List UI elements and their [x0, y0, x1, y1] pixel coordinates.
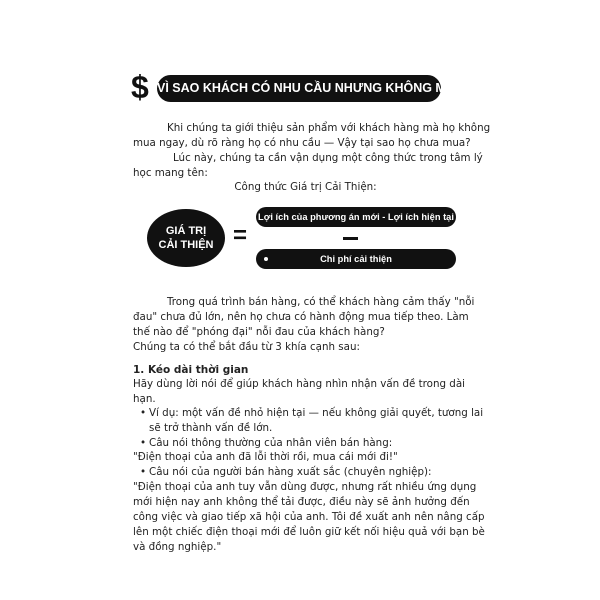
intro-line-3: Lúc này, chúng ta cần vận dụng một công thức trong tâm lý	[173, 152, 483, 164]
expert-quote-line-3: công việc và giao tiếp xã hội của anh. Tôi đề xuất anh nên nâng cấp	[133, 511, 485, 523]
intro-line-4: học mang tên:	[133, 167, 208, 179]
bullet-icon: •	[140, 466, 147, 478]
intro-line-2: mua ngay, dù rõ ràng họ có nhu cầu — Vậy tại sao họ chưa mua?	[133, 137, 471, 149]
expert-label: Câu nói của người bán hàng xuất sắc (chuyên nghiệp):	[149, 466, 432, 478]
expert-quote-line-5: và đồng nghiệp."	[133, 541, 222, 553]
section-desc-line-2: hạn.	[133, 393, 156, 405]
dot-icon	[264, 257, 268, 261]
formula-label-line-2: CẢI THIỆN	[158, 239, 214, 251]
section-desc-line-1: Hãy dùng lời nói để giúp khách hàng nhìn nhận vấn đề trong dài	[133, 378, 465, 390]
formula-caption: Công thức Giá trị Cải Thiện:	[234, 181, 377, 193]
normal-quote: "Điện thoại của anh đã lỗi thời rồi, mua cái mới đi!"	[133, 451, 398, 463]
expert-quote-line-2: mới hiện nay anh không thể tải được, điều này sẽ ảnh hưởng đến	[133, 496, 470, 508]
body-line-2: đau" chưa đủ lớn, nên họ chưa có hành động mua tiếp theo. Làm	[133, 311, 469, 323]
formula-numerator: Lợi ích của phương án mới - Lợi ích hiện tại	[256, 207, 456, 227]
example-line-1: Ví dụ: một vấn đề nhỏ hiện tại — nếu không giải quyết, tương lai	[149, 407, 484, 419]
section-heading: 1. Kéo dài thời gian	[133, 364, 249, 376]
fraction-bar	[343, 237, 358, 240]
normal-label: Câu nói thông thường của nhân viên bán hàng:	[149, 437, 393, 449]
formula-denominator-pill	[256, 249, 456, 269]
bullet-icon: •	[140, 437, 147, 449]
equals-sign: =	[232, 222, 247, 249]
bullet-icon: •	[140, 407, 147, 419]
dollar-sign-icon: $	[131, 69, 149, 105]
expert-quote-line-1: "Điện thoại của anh tuy vẫn dùng được, nhưng rất nhiều ứng dụng	[133, 481, 477, 493]
example-line-2: sẽ trở thành vấn đề lớn.	[149, 422, 273, 434]
formula-label-oval	[147, 209, 225, 267]
intro-line-1: Khi chúng ta giới thiệu sản phẩm với khách hàng mà họ không	[167, 122, 491, 134]
formula-denominator: Chi phí cải thiện	[320, 254, 392, 264]
body-line-3: thế nào để "phóng đại" nỗi đau của khách hàng?	[133, 326, 385, 338]
section-title-banner: VÌ SAO KHÁCH CÓ NHU CẦU NHƯNG KHÔNG MUA?	[157, 75, 441, 102]
formula-label-line-1: GIÁ TRỊ	[165, 225, 207, 237]
body-line-4: Chúng ta có thể bắt đầu từ 3 khía cạnh sau:	[133, 341, 360, 353]
body-line-1: Trong quá trình bán hàng, có thể khách hàng cảm thấy "nỗi	[167, 296, 475, 308]
expert-quote-line-4: lên một chiếc điện thoại mới để luôn giữ kết nối hiệu quả với bạn bè	[133, 526, 485, 538]
